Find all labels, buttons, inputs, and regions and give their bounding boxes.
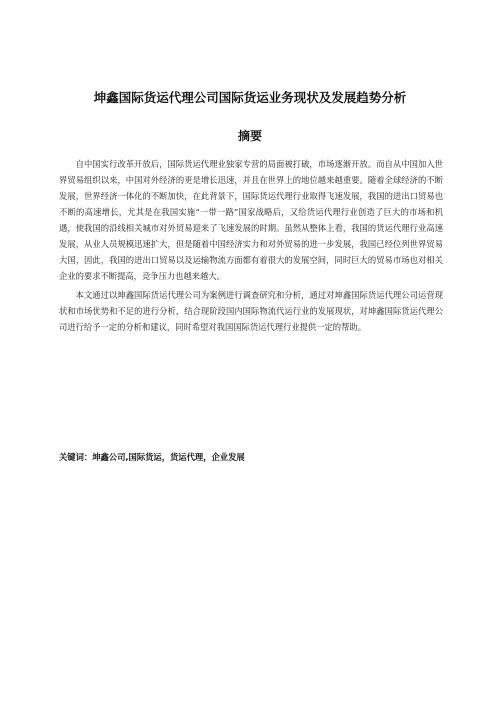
abstract-paragraph-1: 自中国实行改革开放后，国际货运代理业独家专营的局面被打破，市场逐渐开放。而自从中国加入世界贸易组织以来，中国对外经济的更是增长迅速，并且在世界上的地位越来越重要。随着全球经济的不断发展，世界经济一体化的不断加快，在此背景下，国际货运代理行业取得飞速发展，我国的进出口贸易也不断的高速增长，尤其是在我国实施“一带一路”国家战略后，又给货运代理行业创造了巨大的市场和机遇，使我国的沿线相关城市对外贸易迎来了飞速发展的时期。虽然从整体上看，我国的货运代理行业高速发展，从业人员规模迅速扩大，但是随着中国经济实力和对外贸易的进一步发展，我国已经位列世界贸易大国，因此，我国的进出口贸易以及运输物流方面都有着很大的发展空间，同时巨大的贸易市场也对相关企业的要求不断提高，竞争压力也越来越大。: [59, 159, 443, 281]
abstract-paragraph-2: 本文通过以坤鑫国际货运代理公司为案例进行调查研究和分析，通过对坤鑫国际货运代理公司运营现状和市场优势和不足的进行分析，结合现阶段国内国际物流代运行业的发展现状，对坤鑫国际货运代理公司进行给予一定的分析和建议，同时希望对我国国际货运代理行业提供一定的帮助。: [59, 290, 443, 332]
abstract-body: [59, 156, 443, 335]
abstract-heading: 摘要: [237, 129, 262, 143]
document-title: 坤鑫国际货运代理公司国际货运业务现状及发展趋势分析: [93, 90, 407, 105]
keywords-line: 关键词：坤鑫公司,国际货运，货运代理，企业发展: [59, 452, 245, 462]
